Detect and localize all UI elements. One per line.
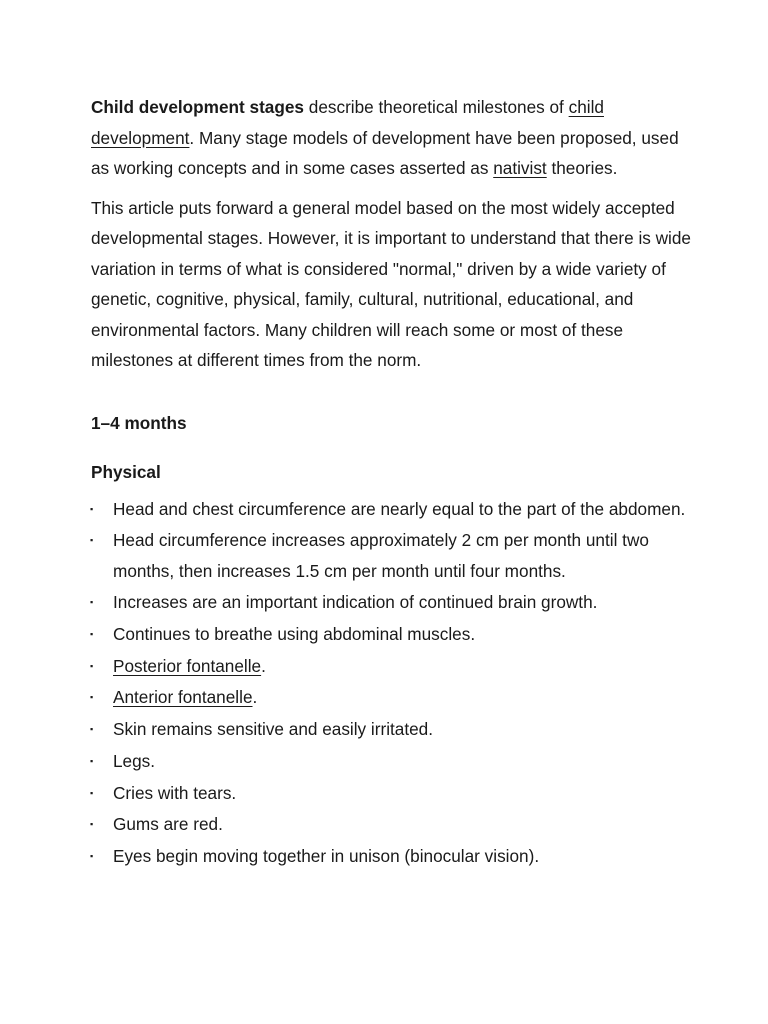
bullet-icon: ▪	[90, 629, 94, 640]
list-item	[91, 746, 691, 777]
list-item	[91, 651, 691, 682]
link-nativist[interactable]: nativist	[493, 158, 547, 178]
list-item	[91, 494, 691, 525]
bullet-icon: ▪	[90, 755, 94, 766]
list-item-text: Head circumference increases approximately 2 cm per month until two months, then increases 1.5 cm per month until four months.	[113, 530, 649, 581]
list-item	[91, 714, 691, 745]
list-item	[91, 841, 691, 872]
bullet-icon: ▪	[90, 503, 94, 514]
list-item	[91, 525, 691, 586]
body-paragraph: This article puts forward a general model based on the most widely accepted developmental stages. However, it is important to understand that there is wide variation in terms of what is considered "normal," driven by a wide variety of genetic, cognitive, physical, family, cultural, nutritional, educational, and environmental factors. Many children will reach some or most of these milestones at different times from the norm.	[91, 197, 691, 370]
list-item-text: Continues to breathe using abdominal muscles.	[113, 624, 476, 645]
list-item	[91, 619, 691, 650]
bullet-list	[91, 494, 691, 872]
list-item-text: Skin remains sensitive and easily irritated.	[113, 719, 434, 740]
list-item	[91, 778, 691, 809]
list-item-text: Eyes begin moving together in unison (binocular vision).	[113, 845, 540, 866]
list-item-text: Cries with tears.	[113, 782, 237, 803]
list-item-text: .	[261, 655, 266, 676]
link-anterior-fontanelle[interactable]: Anterior fontanelle	[113, 687, 253, 708]
bullet-icon: ▪	[90, 535, 94, 546]
link-child-development[interactable]: child development	[91, 97, 604, 148]
bullet-icon: ▪	[90, 787, 94, 798]
list-item-text: Gums are red.	[113, 814, 223, 835]
bullet-icon: ▪	[90, 819, 94, 830]
bullet-icon: ▪	[90, 597, 94, 608]
link-posterior-fontanelle[interactable]: Posterior fontanelle	[113, 655, 262, 676]
intro-text-1: describe theoretical milestones of	[303, 97, 569, 117]
list-item-text: Head and chest circumference are nearly equal to the part of the abdomen.	[113, 498, 686, 519]
intro-text-2: . Many stage models of development have been proposed, used as working concepts and in some cases asserted as	[91, 127, 679, 178]
list-item	[91, 587, 691, 618]
list-item	[91, 682, 691, 713]
intro-paragraph	[91, 92, 691, 184]
article	[91, 92, 691, 873]
bullet-icon: ▪	[90, 850, 94, 861]
list-item-text: Increases are an important indication of continued brain growth.	[113, 592, 598, 613]
term-bold: Child development stages	[91, 97, 304, 117]
list-item-text: .	[252, 687, 258, 708]
list-item	[91, 809, 691, 840]
bullet-icon: ▪	[90, 724, 94, 735]
bullet-icon: ▪	[90, 660, 94, 671]
section-subheading: Physical	[91, 462, 161, 482]
intro-text-3: theories.	[546, 158, 618, 178]
list-item-text: Legs.	[113, 750, 156, 771]
bullet-icon: ▪	[90, 692, 94, 703]
section-heading: 1–4 months	[91, 412, 187, 433]
